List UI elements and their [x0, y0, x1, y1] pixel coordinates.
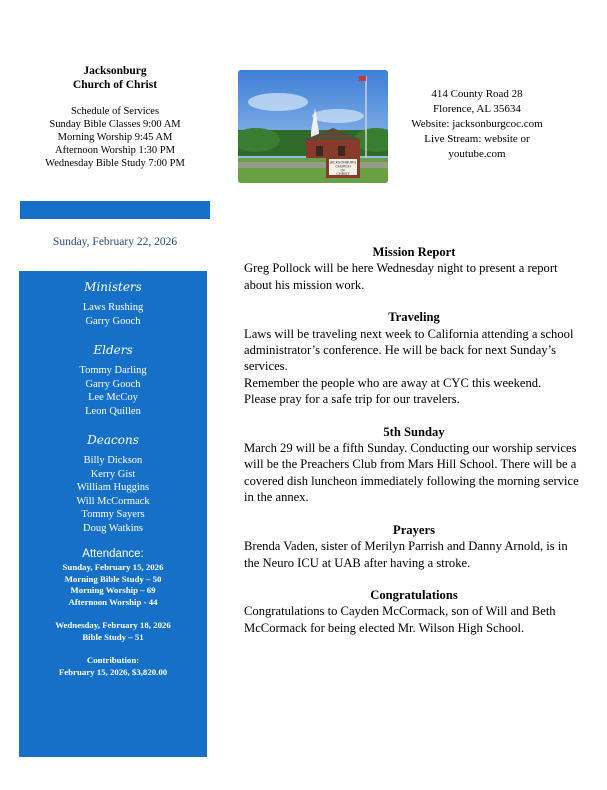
elder-name: Tommy Darling: [79, 365, 147, 376]
contribution: [19, 655, 207, 678]
article-paragraph: Greg Pollock will be here Wednesday night to present a report about his mission work.: [244, 261, 558, 292]
contact-info: [398, 87, 556, 162]
deacon-name: Tommy Sayers: [81, 509, 145, 520]
livestream-line1: Live Stream: website or: [424, 133, 530, 145]
deacon-name: William Huggins: [76, 482, 150, 493]
sign-text-line: OF: [340, 168, 346, 173]
elder-name: Lee McCoy: [88, 392, 138, 403]
church-header: [20, 64, 210, 170]
deacon-name: Kerry Gist: [90, 468, 136, 480]
attendance-line: Afternoon Worship - 44: [68, 596, 158, 607]
service-line: Afternoon Worship 1:30 PM: [54, 145, 175, 156]
livestream-line2: youtube.com: [448, 148, 506, 160]
address-line2: Florence, AL 35634: [433, 103, 521, 115]
article-title: 5th Sunday: [383, 424, 445, 439]
service-line: Wednesday Bible Study 7:00 PM: [45, 158, 185, 169]
attendance-title: Attendance:: [82, 548, 144, 560]
elder-name: Leon Quillen: [85, 405, 141, 417]
deacon-name: Doug Watkins: [83, 522, 143, 534]
minister-name: Laws Rushing: [82, 302, 144, 313]
website-line: Website: jacksonburgcoc.com: [411, 118, 543, 130]
ministers-title: Ministers: [84, 280, 142, 294]
article-mission-report: [244, 244, 584, 293]
church-name-line1: Jacksonburg: [83, 65, 147, 77]
elder-name: Garry Gooch: [85, 378, 141, 390]
sunday-attendance: [19, 562, 207, 608]
sign-text-line: CHRIST: [336, 172, 350, 176]
elders-title: Elders: [93, 343, 133, 357]
sign-text-line: JACKSONBURG: [329, 160, 357, 165]
article-traveling: [244, 309, 584, 407]
article-paragraph: Please pray for a safe trip for our travelers.: [244, 392, 460, 407]
church-building-photo: [238, 70, 388, 183]
wednesday-attendance: [19, 620, 207, 643]
article-paragraph: Congratulations to Cayden McCormack, son of Will and Beth McCormack for being elected Mr. Wilson High School.: [244, 604, 556, 635]
article-fifth-sunday: [244, 424, 584, 506]
sign-text-line: CHURCH: [335, 164, 351, 169]
article-paragraph: Remember the people who are away at CYC this weekend.: [244, 375, 542, 390]
attendance-line: Morning Bible Study – 50: [64, 573, 162, 584]
minister-name: Garry Gooch: [85, 315, 141, 327]
header-divider-bar: [20, 201, 210, 219]
announcements: [244, 244, 584, 652]
church-name-line2: Church of Christ: [72, 79, 158, 91]
article-title: Mission Report: [372, 245, 456, 259]
church-photo-image: [238, 70, 388, 183]
deacon-name: Will McCormack: [76, 495, 150, 507]
service-line: Sunday Bible Classes 9:00 AM: [49, 119, 181, 130]
article-title: Prayers: [393, 522, 435, 537]
attendance-line: Bible Study – 51: [82, 631, 144, 642]
article-title: Traveling: [388, 310, 440, 325]
deacon-name: Billy Dickson: [83, 455, 143, 466]
bulletin-date: Sunday, February 22, 2026: [52, 236, 178, 248]
deacons-list: [19, 454, 207, 535]
schedule-title: Schedule of Services: [70, 106, 160, 117]
schedule-of-services: [20, 105, 210, 170]
article-paragraph: Brenda Vaden, sister of Merilyn Parrish and Danny Arnold, is in the Neuro ICU at UAB after having a stroke.: [244, 539, 568, 570]
contribution-title: Contribution:: [86, 655, 140, 665]
wednesday-attendance-date: Wednesday, February 18, 2026: [55, 620, 171, 630]
article-congratulations: [244, 587, 584, 636]
ministers-list: [19, 301, 207, 328]
article-prayers: [244, 522, 584, 571]
deacons-title: Deacons: [87, 433, 139, 447]
sunday-attendance-date: Sunday, February 15, 2026: [62, 562, 164, 572]
article-paragraph: March 29 will be a fifth Sunday. Conducting our worship services will be the Preachers Club from Mars Hill School. There will be a covered dish luncheon immediately following the morning service in the annex.: [244, 441, 579, 505]
contribution-line: February 15, 2026, $3,820.00: [58, 666, 168, 677]
attendance-line: Morning Worship – 69: [70, 585, 156, 595]
article-title: Congratulations: [370, 587, 458, 602]
address-line1: 414 County Road 28: [431, 88, 523, 100]
leadership-sidebar: [19, 271, 207, 757]
service-line: Morning Worship 9:45 AM: [57, 132, 173, 143]
elders-list: [19, 364, 207, 418]
article-paragraph: Laws will be traveling next week to California attending a school administrator’s conference. He will be back for next Sunday’s services.: [244, 326, 574, 374]
